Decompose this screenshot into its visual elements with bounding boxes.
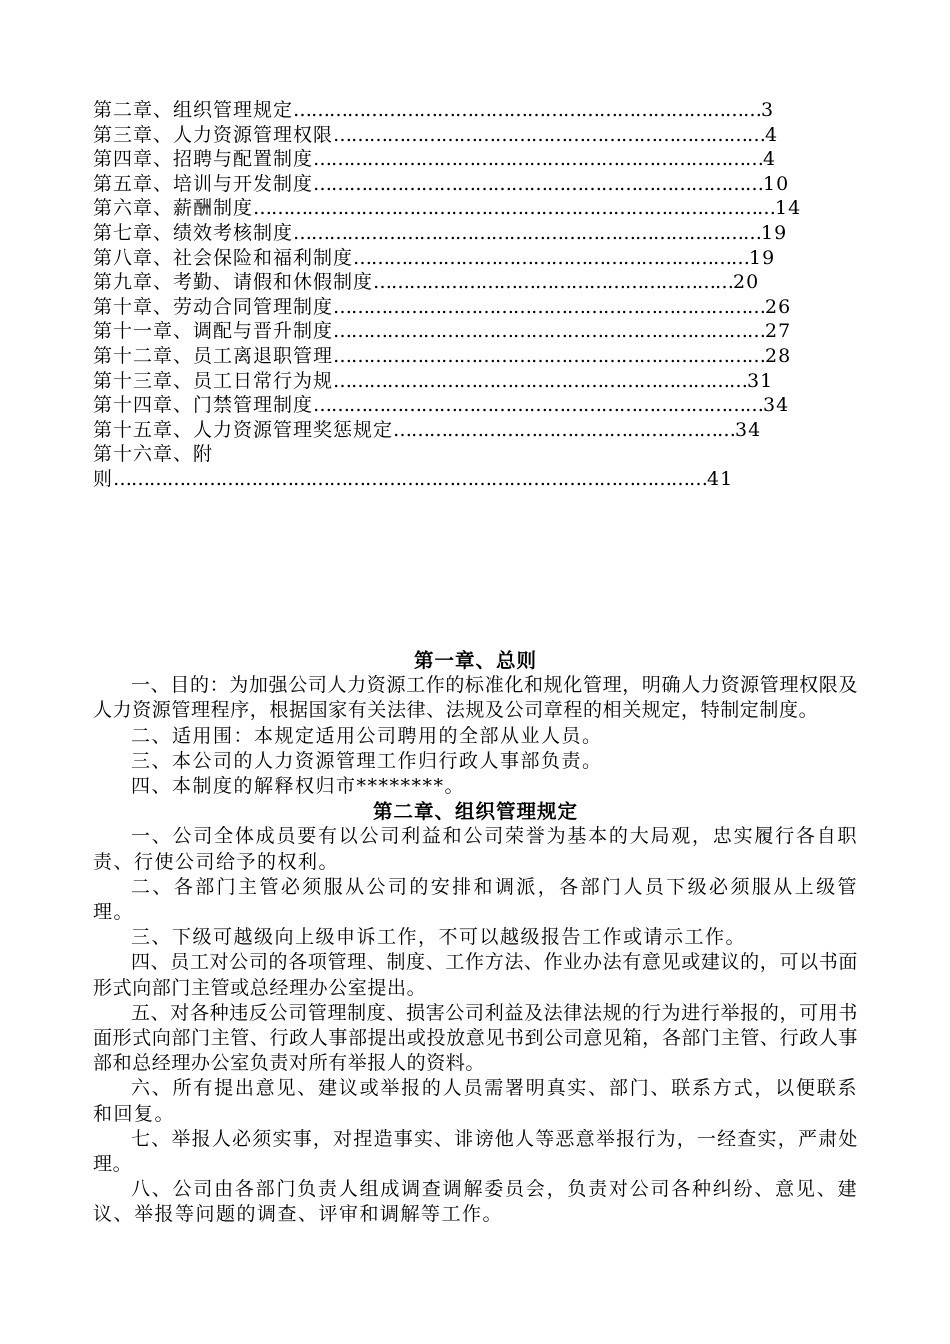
paragraph: 一、公司全体成员要有以公司利益和公司荣誉为基本的大局观，忠实履行各自职责、行使公司给予的权利。 [93, 825, 858, 873]
toc-entry[interactable] [93, 270, 853, 295]
toc-entry[interactable] [93, 442, 853, 467]
toc-entry-title: 第十章、劳动合同管理制度 [93, 295, 334, 318]
chapter-heading: 第二章、组织管理规定 [372, 800, 578, 824]
paragraph: 六、所有提出意见、建议或举报的人员需署明真实、部门、联系方式，以便联系和回复。 [93, 1077, 858, 1125]
toc-page-number: 10 [763, 172, 790, 195]
paragraph: 五、对各种违反公司管理制度、损害公司利益及法律法规的行为进行举报的，可用书面形式向部门主管、行政人事部提出或投放意见书到公司意见箱，各部门主管、行政人事部和总经理办公室负责对所有举报人的资料。 [93, 1001, 858, 1075]
toc-leader-dots: ………………………………………………………………… [313, 172, 764, 195]
toc-entry-title: 第七章、绩效考核制度 [93, 221, 294, 244]
toc-leader-dots: ……………………………………………………………… [333, 344, 766, 367]
paragraph: 三、下级可越级向上级申诉工作，不可以越级报告工作或请示工作。 [131, 926, 747, 949]
toc-leader-dots: …………………………………………………… [373, 271, 734, 294]
toc-entry[interactable] [93, 98, 853, 123]
toc-entry-title: 第十一章、调配与晋升制度 [93, 320, 334, 343]
paragraph: 二、各部门主管必须服从公司的安排和调派，各部门人员下级必须服从上级管理。 [93, 875, 858, 923]
paragraph: 四、员工对公司的各项管理、制度、工作方法、作业办法有意见或建议的，可以书面形式向部门主管或总经理办公室提出。 [93, 951, 858, 999]
toc-leader-dots: ………………………………………………………………… [313, 148, 764, 171]
toc-leader-dots: ………………………………………………… [393, 418, 736, 441]
toc-page-number: 26 [765, 295, 792, 318]
chapter-heading: 第一章、总则 [413, 649, 537, 672]
toc-leader-dots: …………………………………………………………………………… [253, 197, 776, 220]
toc-entry[interactable] [93, 319, 853, 344]
toc-entry-title: 第十五章、人力资源管理奖惩规定 [93, 418, 394, 441]
toc-entry-title: 第十六章、附 [93, 443, 214, 466]
toc-entry[interactable] [93, 172, 853, 197]
toc-leader-dots: ………………………………………………………… [353, 246, 750, 269]
toc-page-number: 14 [775, 197, 802, 220]
toc-page-number: 3 [761, 99, 775, 121]
toc-leader-dots: ……………………………………………………………… [333, 320, 766, 343]
toc-entry-title: 第十二章、员工离退职管理 [93, 344, 334, 367]
toc-entry[interactable] [93, 196, 853, 221]
toc-page-number: 34 [735, 418, 762, 441]
toc-page-number: 28 [765, 344, 792, 367]
toc-page-number: 4 [765, 123, 779, 146]
table-of-contents [93, 98, 853, 492]
toc-entry-title: 第八章、社会保险和福利制度 [93, 246, 354, 269]
toc-page-number: 19 [761, 221, 788, 244]
toc-entry[interactable] [93, 295, 853, 320]
document-body [93, 648, 858, 1228]
toc-leader-dots: …………………………………………………………………… [293, 99, 762, 121]
toc-page-number: 4 [763, 148, 777, 171]
toc-entry[interactable] [93, 344, 853, 369]
toc-entry-title: 第九章、考勤、请假和休假制度 [93, 271, 374, 294]
toc-leader-dots: …………………………………………………………………… [293, 221, 762, 244]
paragraph: 二、适用围：本规定适用公司聘用的全部从业人员。 [131, 724, 603, 747]
toc-entry-title: 第二章、组织管理规定 [93, 99, 294, 121]
paragraph: 一、目的：为加强公司人力资源工作的标准化和规化管理，明确人力资源管理权限及人力资源管理程序，根据国家有关法律、法规及公司章程的相关规定，特制定制度。 [93, 674, 858, 722]
toc-entry[interactable] [93, 418, 853, 443]
toc-page-number: 20 [733, 271, 760, 294]
toc-page-number: 19 [749, 246, 776, 269]
toc-leader-dots: …………………………………………………………… [333, 369, 748, 392]
toc-page-number: 27 [765, 320, 792, 343]
toc-page-number: 34 [763, 394, 790, 417]
toc-page-number: 41 [707, 467, 734, 490]
toc-entry[interactable] [93, 123, 853, 148]
toc-entry[interactable] [93, 369, 853, 394]
toc-entry-title: 第四章、招聘与配置制度 [93, 148, 314, 171]
toc-leader-dots: ……………………………………………………………………………………… [113, 467, 708, 490]
paragraph: 三、本公司的人力资源管理工作归行政人事部负责。 [131, 749, 603, 772]
toc-entry-title: 则 [93, 467, 114, 490]
paragraph: 七、举报人必须实事，对捏造事实、诽谤他人等恶意举报行为，一经查实，严肃处理。 [93, 1127, 858, 1176]
toc-entry[interactable] [93, 467, 853, 492]
toc-entry-title: 第十三章、员工日常行为规 [93, 369, 334, 392]
toc-leader-dots: ……………………………………………………………… [333, 123, 766, 146]
toc-entry[interactable] [93, 147, 853, 172]
paragraph: 八、公司由各部门负责人组成调查调解委员会，负责对公司各种纠纷、意见、建议、举报等问题的调查、评审和调解等工作。 [93, 1178, 858, 1226]
toc-entry[interactable] [93, 246, 853, 271]
toc-leader-dots: ……………………………………………………………… [333, 295, 766, 318]
toc-page-number: 31 [747, 369, 774, 392]
toc-entry-title: 第六章、薪酬制度 [93, 197, 254, 220]
toc-entry-title: 第五章、培训与开发制度 [93, 172, 314, 195]
toc-entry-title: 第十四章、门禁管理制度 [93, 394, 314, 417]
toc-entry[interactable] [93, 393, 853, 418]
paragraph: 四、本制度的解释权归市********。 [131, 775, 466, 797]
toc-entry-title: 第三章、人力资源管理权限 [93, 123, 334, 146]
toc-entry[interactable] [93, 221, 853, 246]
toc-leader-dots: ………………………………………………………………… [313, 394, 764, 417]
